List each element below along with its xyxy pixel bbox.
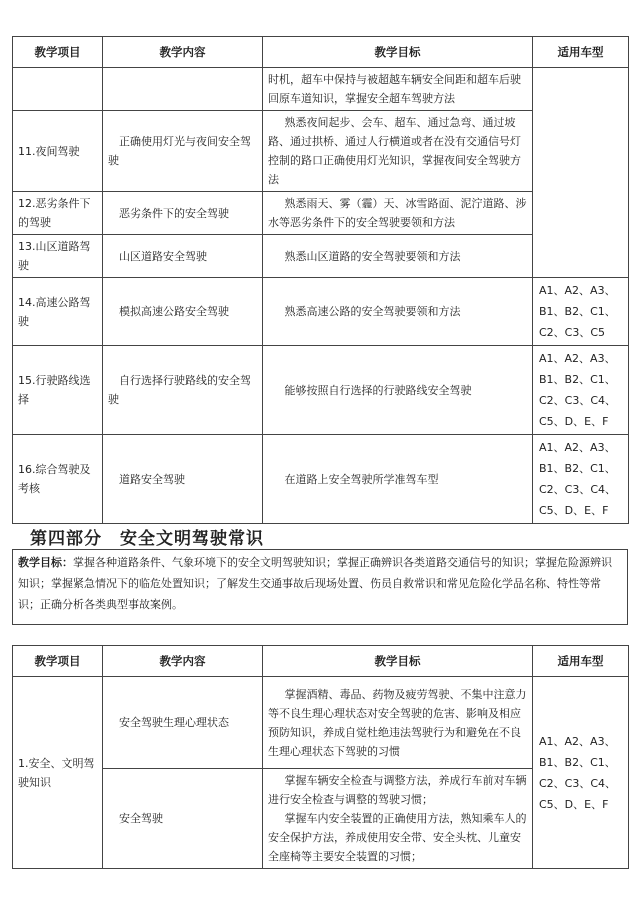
objective-label: 教学目标：: [18, 556, 73, 569]
content-cell: 安全驾驶: [103, 769, 263, 869]
item-cell: 16.综合驾驶及考核: [13, 435, 103, 524]
section-part-label: 第四部分: [30, 529, 102, 549]
table-row: [13, 435, 629, 524]
goal-cell: 熟悉雨天、雾（霾）天、冰雪路面、泥泞道路、涉水等恶劣条件下的安全驾驶要领和方法: [263, 192, 533, 235]
teaching-objective-box: [12, 549, 628, 625]
table-row: [13, 278, 629, 346]
table-header-row: [13, 37, 629, 68]
cars-cell: A1、A2、A3、B1、B2、C1、C2、C3、C4、C5、D、E、F: [533, 677, 629, 869]
goal-cell: 熟悉夜间起步、会车、超车、通过急弯、通过坡路、通过拱桥、通过人行横道或者在没有交通信号灯控制的路口正确使用灯光知识，掌握夜间安全驾驶方法: [263, 111, 533, 192]
item-cell: 12.恶劣条件下的驾驶: [13, 192, 103, 235]
objective-text: 掌握各种道路条件、气象环境下的安全文明驾驶知识；掌握正确辨识各类道路交通信号的知识；掌握危险源辨识知识；掌握紧急情况下的临危处置知识；了解发生交通事故后现场处置、伤员自救常识和常见危险化学品名称、特性等常识；正确分析各类典型事故案例。: [18, 556, 612, 611]
header-goal: 教学目标: [263, 646, 533, 677]
item-cell: 13.山区道路驾驶: [13, 235, 103, 278]
content-cell: [103, 68, 263, 111]
goal-cell: 掌握酒精、毒品、药物及疲劳驾驶、不集中注意力等不良生理心理状态对安全驾驶的危害、影响及相应预防知识，养成自觉杜绝违法驾驶行为和避免在不良生理心理状态下驾驶的习惯: [263, 677, 533, 769]
header-cars: 适用车型: [533, 646, 629, 677]
table-row: [13, 346, 629, 435]
goal-cell: 在道路上安全驾驶所学准驾车型: [263, 435, 533, 524]
item-cell: 14.高速公路驾驶: [13, 278, 103, 346]
table-header-row: [13, 646, 629, 677]
training-table-part3: [12, 36, 629, 524]
content-cell: 山区道路安全驾驶: [103, 235, 263, 278]
header-cars: 适用车型: [533, 37, 629, 68]
header-content: 教学内容: [103, 37, 263, 68]
header-item: 教学项目: [13, 646, 103, 677]
item-cell: 11.夜间驾驶: [13, 111, 103, 192]
content-cell: 道路安全驾驶: [103, 435, 263, 524]
header-item: 教学项目: [13, 37, 103, 68]
goal-cell: 时机，超车中保持与被超越车辆安全间距和超车后驶回原车道知识，掌握安全超车驾驶方法: [263, 68, 533, 111]
content-cell: 自行选择行驶路线的安全驾驶: [103, 346, 263, 435]
content-cell: 恶劣条件下的安全驾驶: [103, 192, 263, 235]
cars-cell: A1、A2、A3、B1、B2、C1、C2、C3、C5: [533, 278, 629, 346]
goal-cell: 熟悉高速公路的安全驾驶要领和方法: [263, 278, 533, 346]
cars-cell: [533, 68, 629, 278]
item-cell: 1.安全、文明驾驶知识: [13, 677, 103, 869]
goal-cell: 能够按照自行选择的行驶路线安全驾驶: [263, 346, 533, 435]
table-row: [13, 68, 629, 111]
item-cell: 15.行驶路线选择: [13, 346, 103, 435]
section-title: 安全文明驾驶常识: [120, 529, 264, 549]
cars-cell: A1、A2、A3、B1、B2、C1、C2、C3、C4、C5、D、E、F: [533, 346, 629, 435]
table-row: [13, 677, 629, 769]
goal-line: 掌握车辆安全检查与调整方法，养成行车前对车辆进行安全检查与调整的驾驶习惯；: [268, 774, 527, 806]
goal-cell: 熟悉山区道路的安全驾驶要领和方法: [263, 235, 533, 278]
item-cell: [13, 68, 103, 111]
content-cell: 正确使用灯光与夜间安全驾驶: [103, 111, 263, 192]
content-cell: 模拟高速公路安全驾驶: [103, 278, 263, 346]
training-table-part4: [12, 645, 629, 869]
cars-cell: A1、A2、A3、B1、B2、C1、C2、C3、C4、C5、D、E、F: [533, 435, 629, 524]
header-content: 教学内容: [103, 646, 263, 677]
content-cell: 安全驾驶生理心理状态: [103, 677, 263, 769]
goal-line: 掌握车内安全装置的正确使用方法，熟知乘车人的安全保护方法，养成使用安全带、安全头枕、儿童安全座椅等主要安全装置的习惯；: [268, 812, 527, 863]
goal-cell: [263, 769, 533, 869]
section-heading: [30, 524, 264, 549]
header-goal: 教学目标: [263, 37, 533, 68]
